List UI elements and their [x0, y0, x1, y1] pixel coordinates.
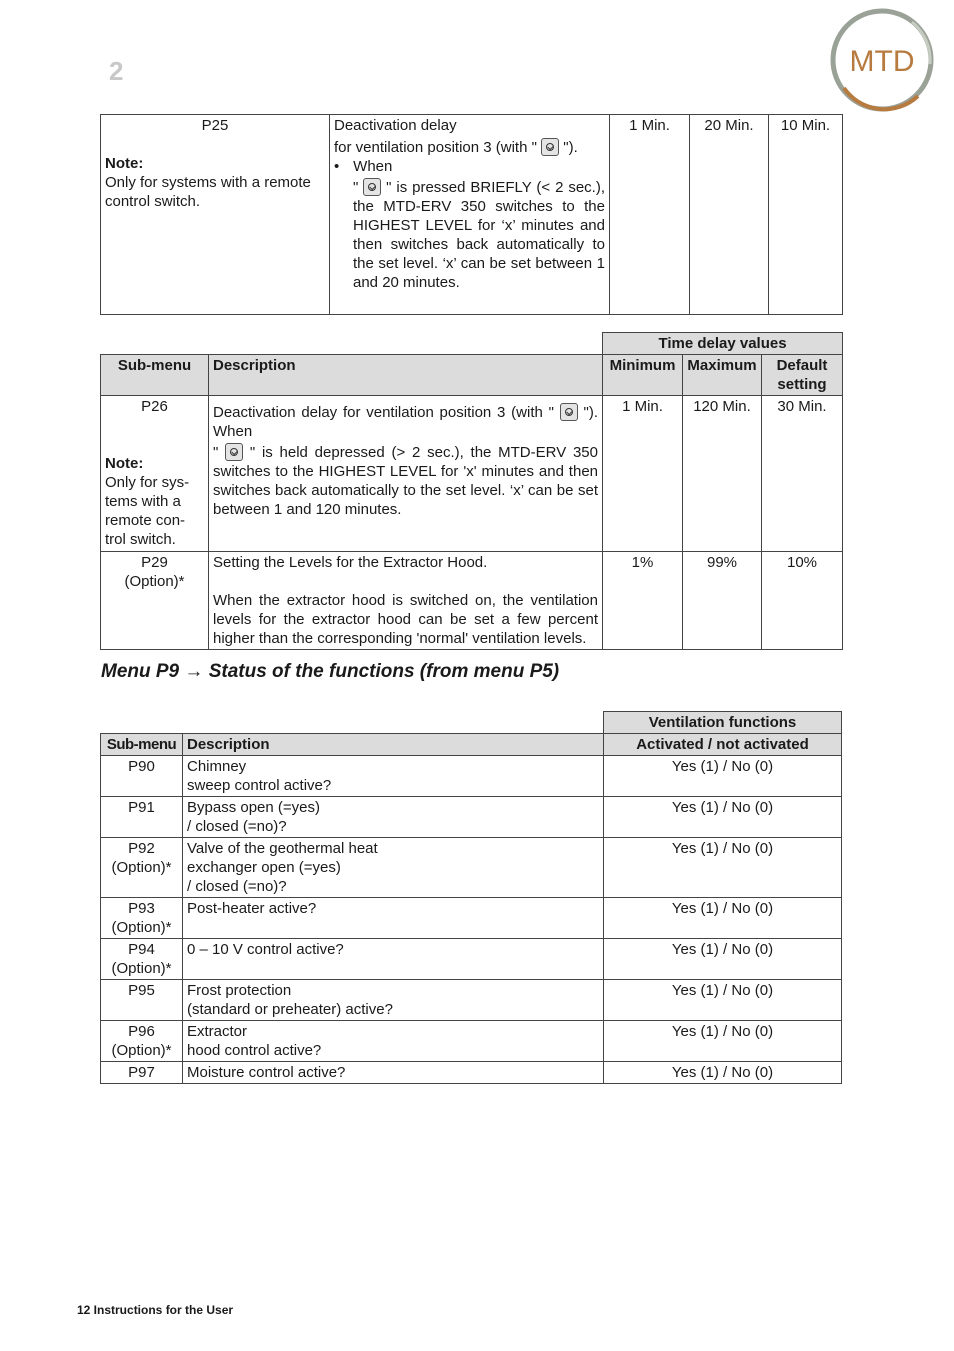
- status-desc-line1: Post-heater active?: [187, 900, 317, 917]
- status-submenu: P95: [128, 982, 155, 999]
- table-row: [101, 1062, 842, 1084]
- boost-button-icon: [560, 403, 578, 421]
- status-description-cell: [183, 1062, 604, 1084]
- status-submenu: P91: [128, 799, 155, 816]
- p25-description-cell: [330, 115, 610, 315]
- p29-default: 10%: [762, 552, 843, 650]
- status-desc-line2: hood control active?: [187, 1042, 322, 1059]
- p26-desc-post: " is held depressed (> 2 sec.), the MTD-ERV 350 switches to the HIGHEST LEVEL for 'x' minutes and then switches back automatically to the set level. ‘x’ can be set between 1 and 120 minutes.: [213, 444, 598, 518]
- col-description-header: Description: [183, 734, 604, 756]
- p26-max: 120 Min.: [683, 396, 762, 552]
- status-description-cell: [183, 1021, 604, 1062]
- status-desc-line1: Frost protection: [187, 982, 292, 999]
- status-value: Yes (1) / No (0): [604, 1062, 842, 1084]
- status-desc-line1: Moisture control active?: [187, 1064, 346, 1081]
- col-default-header: Default setting: [762, 355, 843, 396]
- col-description-header: Description: [209, 355, 603, 396]
- status-description-cell: [183, 898, 604, 939]
- table-row: [101, 797, 842, 838]
- col-minimum-header: Minimum: [603, 355, 683, 396]
- chapter-number: 2: [109, 56, 124, 86]
- status-option: (Option)*: [111, 919, 172, 936]
- p29-min: 1%: [603, 552, 683, 650]
- boost-button-icon: [363, 178, 381, 196]
- p25-submenu-cell: [101, 115, 330, 315]
- status-description-cell: [183, 838, 604, 898]
- arrow-right-icon: →: [184, 661, 204, 682]
- status-description-cell: [183, 939, 604, 980]
- p25-bullet-text: " is pressed BRIEFLY (< 2 sec.), the MTD-ERV 350 switches to the HIGHEST LEVEL for ‘x’ minutes and then switches back automatically to the set level. ‘x’ can be set between 1 and 20 minutes.: [353, 179, 605, 291]
- status-submenu: P93: [128, 900, 155, 917]
- status-submenu-cell: [101, 939, 183, 980]
- status-submenu-cell: [101, 1062, 183, 1084]
- table-row: [101, 939, 842, 980]
- status-value: Yes (1) / No (0): [604, 756, 842, 797]
- p26-submenu-cell: [101, 396, 209, 552]
- status-description-cell: [183, 756, 604, 797]
- ventilation-status-table: [100, 711, 842, 1084]
- status-value: Yes (1) / No (0): [604, 838, 842, 898]
- p25-desc-line2-post: ").: [563, 139, 578, 156]
- p26-desc-pre: Deactivation delay for ventilation position 3 (with ": [213, 404, 554, 421]
- table-row: [101, 552, 843, 650]
- section-title-pre: Menu P9: [101, 661, 180, 682]
- time-delay-table: [100, 332, 843, 650]
- status-desc-line1: 0 – 10 V control active?: [187, 941, 344, 958]
- p25-note-text: Only for systems with a remote control switch.: [105, 174, 311, 210]
- col-status-header: Activated / not activated: [604, 734, 842, 756]
- status-submenu: P94: [128, 941, 155, 958]
- status-value: Yes (1) / No (0): [604, 797, 842, 838]
- p25-max: 20 Min.: [690, 115, 769, 315]
- p25-table: [100, 114, 843, 315]
- table-row: [101, 898, 842, 939]
- status-option: (Option)*: [111, 859, 172, 876]
- p26-note-label: Note:: [105, 455, 144, 472]
- table-row: [101, 396, 843, 552]
- p29-description-cell: [209, 552, 603, 650]
- status-submenu-cell: [101, 980, 183, 1021]
- status-value: Yes (1) / No (0): [604, 898, 842, 939]
- bullet-icon: •: [334, 158, 340, 175]
- p29-submenu: P29: [141, 554, 168, 571]
- status-submenu-cell: [101, 1021, 183, 1062]
- p25-min: 1 Min.: [610, 115, 690, 315]
- p25-note-label: Note:: [105, 155, 144, 172]
- table-row: [101, 980, 842, 1021]
- status-desc-line2: / closed (=no)?: [187, 818, 287, 835]
- p29-submenu-cell: [101, 552, 209, 650]
- status-submenu-cell: [101, 756, 183, 797]
- col-submenu-header: Sub-menu: [101, 355, 209, 396]
- p26-default: 30 Min.: [762, 396, 843, 552]
- status-submenu: P92: [128, 840, 155, 857]
- p29-option: (Option)*: [124, 573, 185, 590]
- time-delay-group-header: Time delay values: [603, 333, 843, 355]
- p25-desc-line2-pre: for ventilation position 3 (with ": [334, 139, 537, 156]
- p25-submenu: P25: [201, 117, 229, 134]
- status-submenu-cell: [101, 898, 183, 939]
- logo-text: MTD: [849, 45, 915, 78]
- boost-button-icon: [541, 138, 559, 156]
- p26-desc-pre2: ": [213, 444, 219, 461]
- status-value: Yes (1) / No (0): [604, 980, 842, 1021]
- status-desc-line1: Chimney: [187, 758, 247, 775]
- section-title: [101, 661, 559, 683]
- table-row: [101, 756, 842, 797]
- status-desc-line2: exchanger open (=yes): [187, 859, 341, 876]
- p26-desc-mid: "). When: [213, 404, 598, 440]
- status-description-cell: [183, 980, 604, 1021]
- p26-submenu: P26: [141, 398, 168, 415]
- status-submenu-cell: [101, 797, 183, 838]
- status-submenu: P90: [128, 758, 155, 775]
- status-submenu: P96: [128, 1023, 155, 1040]
- status-value: Yes (1) / No (0): [604, 1021, 842, 1062]
- mtd-logo: [826, 4, 940, 116]
- p29-desc-line1: Setting the Levels for the Extractor Hood.: [213, 554, 488, 571]
- p25-bullet-when: When: [353, 158, 393, 175]
- status-option: (Option)*: [111, 960, 172, 977]
- status-desc-line3: / closed (=no)?: [187, 878, 287, 895]
- status-option: (Option)*: [111, 1042, 172, 1059]
- section-title-post: Status of the functions (from menu P5): [208, 661, 560, 682]
- status-value: Yes (1) / No (0): [604, 939, 842, 980]
- page-footer: 12 Instructions for the User: [77, 1303, 234, 1317]
- status-desc-line2: sweep control active?: [187, 777, 332, 794]
- p25-default: 10 Min.: [769, 115, 843, 315]
- p26-description-cell: [209, 396, 603, 552]
- p25-desc-line1: Deactivation delay: [334, 117, 457, 134]
- ventilation-group-header: Ventilation functions: [604, 712, 842, 734]
- p25-bullet-pre: ": [353, 179, 359, 196]
- status-desc-line1: Bypass open (=yes): [187, 799, 320, 816]
- status-description-cell: [183, 797, 604, 838]
- status-submenu-cell: [101, 838, 183, 898]
- col-submenu-header: Sub-menu: [101, 734, 183, 756]
- p29-max: 99%: [683, 552, 762, 650]
- status-desc-line1: Valve of the geothermal heat: [187, 840, 378, 857]
- status-desc-line2: (standard or preheater) active?: [187, 1001, 393, 1018]
- table-row: [101, 838, 842, 898]
- table-row: [101, 1021, 842, 1062]
- p26-note-text: Only for sys-tems with a remote con-trol switch.: [105, 474, 190, 548]
- p29-desc-para2: When the extractor hood is switched on, the ventilation levels for the extractor hood can be set a few percent higher than the corresponding 'normal' ventilation levels.: [213, 592, 598, 647]
- status-desc-line1: Extractor: [187, 1023, 248, 1040]
- p26-min: 1 Min.: [603, 396, 683, 552]
- col-maximum-header: Maximum: [683, 355, 762, 396]
- status-submenu: P97: [128, 1064, 155, 1081]
- boost-button-icon: [225, 443, 243, 461]
